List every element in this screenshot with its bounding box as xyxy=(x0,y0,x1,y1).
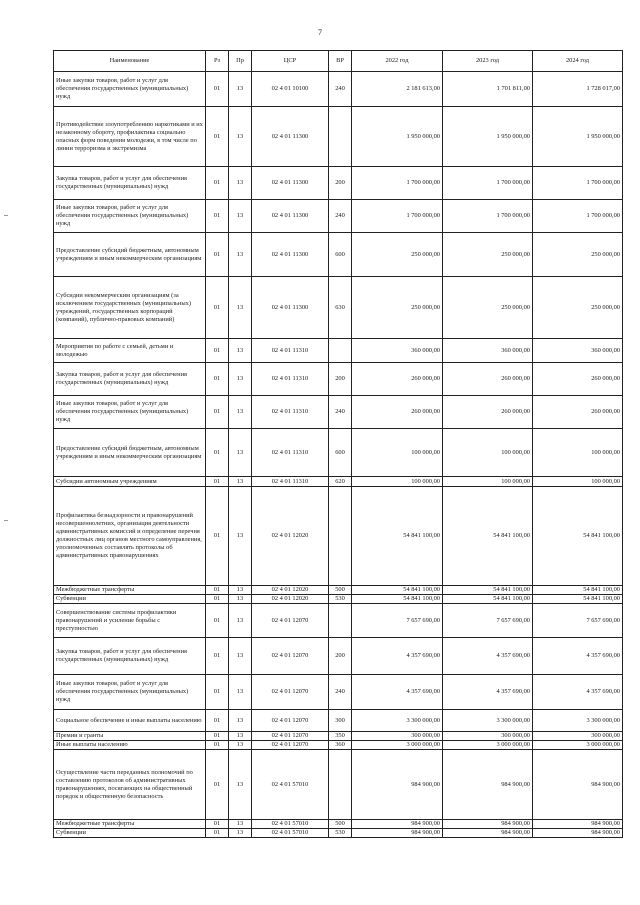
cell-csr: 02 4 01 57010 xyxy=(252,829,329,838)
cell-2024: 984 900,00 xyxy=(533,820,623,829)
cell-vr: 600 xyxy=(329,233,352,277)
table-row xyxy=(54,675,623,710)
cell-rz: 01 xyxy=(206,586,229,595)
cell-name: Социальное обеспечение и иные выплаты населению xyxy=(54,710,206,732)
cell-2024: 7 657 690,00 xyxy=(533,604,623,638)
cell-pr: 13 xyxy=(229,595,252,604)
cell-csr: 02 4 01 11310 xyxy=(252,396,329,429)
header-pr: Пр xyxy=(229,51,252,72)
cell-2022: 360 000,00 xyxy=(352,339,443,363)
cell-2024: 300 000,00 xyxy=(533,732,623,741)
table-row xyxy=(54,586,623,595)
cell-pr: 13 xyxy=(229,233,252,277)
cell-2022: 4 357 690,00 xyxy=(352,638,443,675)
cell-2022: 3 000 000,00 xyxy=(352,741,443,750)
cell-pr: 13 xyxy=(229,638,252,675)
cell-2022: 7 657 690,00 xyxy=(352,604,443,638)
cell-vr: 500 xyxy=(329,820,352,829)
cell-csr: 02 4 01 11310 xyxy=(252,477,329,487)
cell-pr: 13 xyxy=(229,586,252,595)
cell-2024: 1 700 000,00 xyxy=(533,200,623,233)
cell-name: Совершенствование системы профилактики правонарушений и усиление борьбы с преступностью xyxy=(54,604,206,638)
cell-pr: 13 xyxy=(229,604,252,638)
cell-2022: 1 700 000,00 xyxy=(352,200,443,233)
cell-2023: 1 701 811,00 xyxy=(443,72,533,107)
cell-2022: 2 181 613,00 xyxy=(352,72,443,107)
cell-rz: 01 xyxy=(206,396,229,429)
cell-rz: 01 xyxy=(206,675,229,710)
cell-pr: 13 xyxy=(229,363,252,396)
cell-pr: 13 xyxy=(229,710,252,732)
cell-2022: 3 300 000,00 xyxy=(352,710,443,732)
cell-csr: 02 4 01 57010 xyxy=(252,750,329,820)
cell-2022: 54 841 100,00 xyxy=(352,586,443,595)
cell-rz: 01 xyxy=(206,829,229,838)
header-rz: Рз xyxy=(206,51,229,72)
table-row xyxy=(54,167,623,200)
table-row xyxy=(54,638,623,675)
cell-2022: 984 900,00 xyxy=(352,829,443,838)
cell-name: Профилактика безнадзорности и правонарушений несовершеннолетних, организация деятельности административных комиссий и определение перечня должностных лиц органов местного самоуправления, уполномоченных составлять протоколы об административных правонарушениях xyxy=(54,487,206,586)
cell-2022: 1 700 000,00 xyxy=(352,167,443,200)
cell-2024: 984 900,00 xyxy=(533,829,623,838)
cell-2023: 1 700 000,00 xyxy=(443,200,533,233)
cell-csr: 02 4 01 12070 xyxy=(252,732,329,741)
cell-csr: 02 4 01 10100 xyxy=(252,72,329,107)
cell-2023: 984 900,00 xyxy=(443,820,533,829)
cell-rz: 01 xyxy=(206,429,229,477)
cell-2022: 984 900,00 xyxy=(352,820,443,829)
cell-name: Межбюджетные трансферты xyxy=(54,586,206,595)
cell-vr: 620 xyxy=(329,477,352,487)
margin-mark xyxy=(4,215,8,216)
cell-csr: 02 4 01 57010 xyxy=(252,820,329,829)
cell-csr: 02 4 01 12070 xyxy=(252,604,329,638)
cell-csr: 02 4 01 12070 xyxy=(252,675,329,710)
cell-name: Субсидии автономным учреждениям xyxy=(54,477,206,487)
cell-name: Иные закупки товаров, работ и услуг для обеспечения государственных (муниципальных) нужд xyxy=(54,200,206,233)
cell-vr: 200 xyxy=(329,638,352,675)
cell-name: Противодействие злоупотреблению наркотиками и их незаконному обороту, профилактика социально опасных форм поведения молодежи, в том числе по линии терроризма и экстремизма xyxy=(54,107,206,167)
cell-csr: 02 4 01 11310 xyxy=(252,339,329,363)
cell-name: Иные выплаты населению xyxy=(54,741,206,750)
cell-csr: 02 4 01 11310 xyxy=(252,363,329,396)
header-2024: 2024 год xyxy=(533,51,623,72)
cell-rz: 01 xyxy=(206,820,229,829)
cell-pr: 13 xyxy=(229,107,252,167)
cell-rz: 01 xyxy=(206,107,229,167)
table-row xyxy=(54,477,623,487)
margin-mark xyxy=(4,520,8,521)
cell-2023: 250 000,00 xyxy=(443,233,533,277)
cell-rz: 01 xyxy=(206,277,229,339)
cell-2023: 984 900,00 xyxy=(443,829,533,838)
cell-2023: 3 300 000,00 xyxy=(443,710,533,732)
cell-2024: 54 841 100,00 xyxy=(533,586,623,595)
cell-2023: 984 900,00 xyxy=(443,750,533,820)
cell-2024: 54 841 100,00 xyxy=(533,595,623,604)
table-row xyxy=(54,750,623,820)
cell-vr xyxy=(329,487,352,586)
cell-2024: 4 357 690,00 xyxy=(533,638,623,675)
cell-vr xyxy=(329,339,352,363)
table-row xyxy=(54,732,623,741)
cell-pr: 13 xyxy=(229,487,252,586)
table-row xyxy=(54,339,623,363)
table-row xyxy=(54,741,623,750)
cell-2024: 100 000,00 xyxy=(533,477,623,487)
cell-2023: 3 000 000,00 xyxy=(443,741,533,750)
cell-csr: 02 4 01 12020 xyxy=(252,487,329,586)
cell-rz: 01 xyxy=(206,233,229,277)
cell-vr: 200 xyxy=(329,363,352,396)
cell-csr: 02 4 01 11300 xyxy=(252,107,329,167)
cell-2023: 250 000,00 xyxy=(443,277,533,339)
cell-pr: 13 xyxy=(229,200,252,233)
header-2022: 2022 год xyxy=(352,51,443,72)
cell-vr xyxy=(329,604,352,638)
table-row xyxy=(54,396,623,429)
cell-name: Закупка товаров, работ и услуг для обеспечения государственных (муниципальных) нужд xyxy=(54,167,206,200)
cell-name: Закупка товаров, работ и услуг для обеспечения государственных (муниципальных) нужд xyxy=(54,363,206,396)
cell-2024: 100 000,00 xyxy=(533,429,623,477)
cell-rz: 01 xyxy=(206,167,229,200)
page-number: 7 xyxy=(318,28,322,37)
cell-name: Закупка товаров, работ и услуг для обеспечения государственных (муниципальных) нужд xyxy=(54,638,206,675)
cell-pr: 13 xyxy=(229,829,252,838)
cell-2024: 54 841 100,00 xyxy=(533,487,623,586)
cell-name: Иные закупки товаров, работ и услуг для обеспечения государственных (муниципальных) нужд xyxy=(54,675,206,710)
cell-2023: 260 000,00 xyxy=(443,363,533,396)
cell-name: Осуществление части переданных полномочий по составлению протоколов об административных правонарушениях, посягающих на общественный порядок и общественную безопасность xyxy=(54,750,206,820)
cell-2024: 360 000,00 xyxy=(533,339,623,363)
cell-pr: 13 xyxy=(229,820,252,829)
cell-vr: 240 xyxy=(329,396,352,429)
table-row xyxy=(54,72,623,107)
cell-csr: 02 4 01 12020 xyxy=(252,595,329,604)
cell-2022: 1 950 000,00 xyxy=(352,107,443,167)
table-row xyxy=(54,363,623,396)
cell-csr: 02 4 01 11300 xyxy=(252,233,329,277)
cell-csr: 02 4 01 12070 xyxy=(252,710,329,732)
table-row xyxy=(54,604,623,638)
cell-rz: 01 xyxy=(206,595,229,604)
cell-name: Субсидии некоммерческим организациям (за исключением государственных (муниципальных) учреждений, государственных корпораций (компаний), публично-правовых компаний) xyxy=(54,277,206,339)
cell-vr: 600 xyxy=(329,429,352,477)
cell-rz: 01 xyxy=(206,710,229,732)
cell-2023: 4 357 690,00 xyxy=(443,675,533,710)
cell-2023: 100 000,00 xyxy=(443,429,533,477)
cell-2022: 100 000,00 xyxy=(352,477,443,487)
table-row xyxy=(54,429,623,477)
header-2023: 2023 год xyxy=(443,51,533,72)
cell-rz: 01 xyxy=(206,477,229,487)
cell-csr: 02 4 01 12020 xyxy=(252,586,329,595)
cell-2023: 260 000,00 xyxy=(443,396,533,429)
cell-2022: 4 357 690,00 xyxy=(352,675,443,710)
cell-2022: 250 000,00 xyxy=(352,277,443,339)
header-csr: ЦСР xyxy=(252,51,329,72)
table-row xyxy=(54,200,623,233)
cell-rz: 01 xyxy=(206,638,229,675)
cell-name: Субвенции xyxy=(54,829,206,838)
cell-csr: 02 4 01 11310 xyxy=(252,429,329,477)
cell-2023: 54 841 100,00 xyxy=(443,586,533,595)
cell-pr: 13 xyxy=(229,675,252,710)
cell-vr: 360 xyxy=(329,741,352,750)
cell-csr: 02 4 01 11300 xyxy=(252,200,329,233)
cell-vr: 240 xyxy=(329,200,352,233)
table-body xyxy=(54,72,623,838)
table-row xyxy=(54,107,623,167)
cell-2022: 54 841 100,00 xyxy=(352,487,443,586)
table-header-row xyxy=(54,51,623,72)
cell-vr: 300 xyxy=(329,710,352,732)
cell-pr: 13 xyxy=(229,750,252,820)
table-row xyxy=(54,233,623,277)
cell-vr: 200 xyxy=(329,167,352,200)
table-row xyxy=(54,829,623,838)
cell-pr: 13 xyxy=(229,396,252,429)
cell-rz: 01 xyxy=(206,487,229,586)
cell-csr: 02 4 01 11300 xyxy=(252,277,329,339)
cell-vr: 500 xyxy=(329,586,352,595)
cell-vr: 530 xyxy=(329,595,352,604)
cell-vr: 350 xyxy=(329,732,352,741)
cell-rz: 01 xyxy=(206,732,229,741)
table-row xyxy=(54,710,623,732)
cell-name: Межбюджетные трансферты xyxy=(54,820,206,829)
cell-vr: 240 xyxy=(329,675,352,710)
cell-vr: 240 xyxy=(329,72,352,107)
cell-rz: 01 xyxy=(206,339,229,363)
cell-2023: 4 357 690,00 xyxy=(443,638,533,675)
cell-rz: 01 xyxy=(206,604,229,638)
cell-2022: 984 900,00 xyxy=(352,750,443,820)
cell-2022: 260 000,00 xyxy=(352,363,443,396)
header-name: Наименование xyxy=(54,51,206,72)
cell-name: Субвенции xyxy=(54,595,206,604)
cell-2023: 54 841 100,00 xyxy=(443,595,533,604)
cell-2023: 1 950 000,00 xyxy=(443,107,533,167)
cell-vr: 630 xyxy=(329,277,352,339)
cell-2023: 1 700 000,00 xyxy=(443,167,533,200)
cell-2024: 1 728 017,00 xyxy=(533,72,623,107)
cell-2023: 300 000,00 xyxy=(443,732,533,741)
cell-rz: 01 xyxy=(206,363,229,396)
cell-2024: 250 000,00 xyxy=(533,233,623,277)
cell-2024: 3 300 000,00 xyxy=(533,710,623,732)
cell-2022: 300 000,00 xyxy=(352,732,443,741)
cell-2022: 54 841 100,00 xyxy=(352,595,443,604)
cell-pr: 13 xyxy=(229,167,252,200)
table-row xyxy=(54,487,623,586)
cell-rz: 01 xyxy=(206,200,229,233)
cell-pr: 13 xyxy=(229,72,252,107)
cell-pr: 13 xyxy=(229,741,252,750)
cell-2022: 250 000,00 xyxy=(352,233,443,277)
cell-2024: 260 000,00 xyxy=(533,363,623,396)
cell-2024: 1 950 000,00 xyxy=(533,107,623,167)
cell-2023: 100 000,00 xyxy=(443,477,533,487)
cell-2024: 260 000,00 xyxy=(533,396,623,429)
cell-name: Иные закупки товаров, работ и услуг для обеспечения государственных (муниципальных) нужд xyxy=(54,396,206,429)
cell-rz: 01 xyxy=(206,750,229,820)
cell-name: Предоставление субсидий бюджетным, автономным учреждениям и иным некоммерческим организациям xyxy=(54,429,206,477)
cell-vr xyxy=(329,750,352,820)
cell-pr: 13 xyxy=(229,277,252,339)
cell-pr: 13 xyxy=(229,477,252,487)
cell-2024: 4 357 690,00 xyxy=(533,675,623,710)
cell-pr: 13 xyxy=(229,732,252,741)
cell-pr: 13 xyxy=(229,429,252,477)
cell-2023: 7 657 690,00 xyxy=(443,604,533,638)
cell-2024: 1 700 000,00 xyxy=(533,167,623,200)
cell-vr: 530 xyxy=(329,829,352,838)
cell-csr: 02 4 01 12070 xyxy=(252,741,329,750)
header-vr: ВР xyxy=(329,51,352,72)
cell-2024: 3 000 000,00 xyxy=(533,741,623,750)
cell-2022: 100 000,00 xyxy=(352,429,443,477)
table-row xyxy=(54,595,623,604)
cell-name: Иные закупки товаров, работ и услуг для обеспечения государственных (муниципальных) нужд xyxy=(54,72,206,107)
budget-table xyxy=(53,50,623,838)
cell-name: Мероприятия по работе с семьей, детьми и молодежью xyxy=(54,339,206,363)
table-row xyxy=(54,820,623,829)
cell-rz: 01 xyxy=(206,72,229,107)
cell-pr: 13 xyxy=(229,339,252,363)
cell-2024: 250 000,00 xyxy=(533,277,623,339)
cell-name: Предоставление субсидий бюджетным, автономным учреждениям и иным некоммерческим организациям xyxy=(54,233,206,277)
cell-rz: 01 xyxy=(206,741,229,750)
cell-csr: 02 4 01 12070 xyxy=(252,638,329,675)
cell-name: Премии и гранты xyxy=(54,732,206,741)
cell-2022: 260 000,00 xyxy=(352,396,443,429)
cell-csr: 02 4 01 11300 xyxy=(252,167,329,200)
cell-vr xyxy=(329,107,352,167)
cell-2023: 54 841 100,00 xyxy=(443,487,533,586)
cell-2023: 360 000,00 xyxy=(443,339,533,363)
table-row xyxy=(54,277,623,339)
cell-2024: 984 900,00 xyxy=(533,750,623,820)
